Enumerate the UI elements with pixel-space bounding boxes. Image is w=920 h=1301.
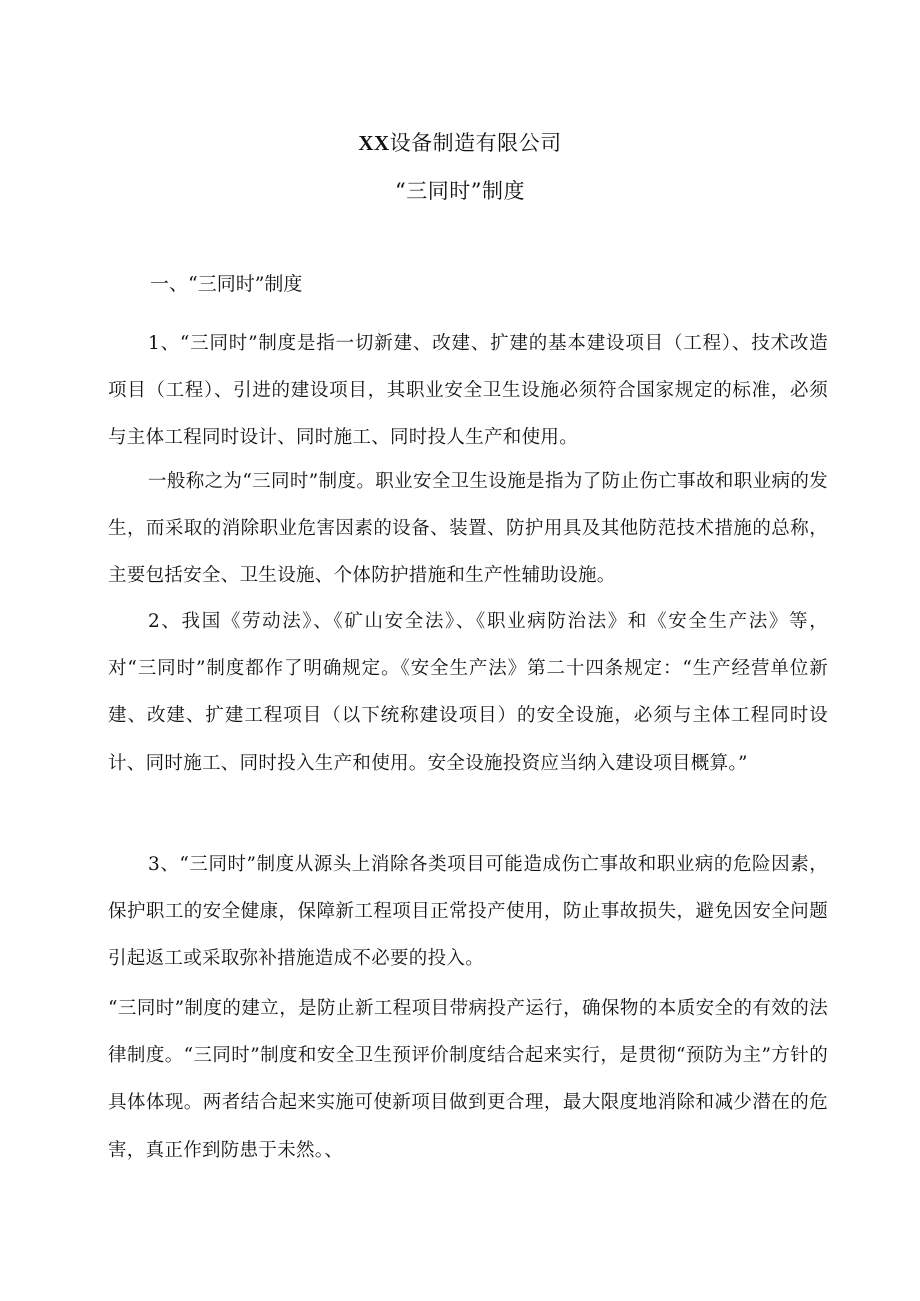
paragraph-5: “三同时”制度的建立，是防止新工程项目带病投产运行，确保物的本质安全的有效的法律制度。“三同时”制度和安全卫生预评价制度结合起来实行，是贯彻“预防为主”方针的具体体现。两者结合起来实施可使新项目做到更合理，最大限度地消除和减少潜在的危害，真正作到防患于未然。、 [108,998,828,1161]
paragraph-2: 一般称之为“三同时”制度。职业安全卫生设施是指为了防止伤亡事故和职业病的发生，而采取的消除职业危害因素的设备、装置、防护用具及其他防范技术措施的总称，主要包括安全、卫生设施、个体防护措施和生产性辅助设施。 [108,471,828,587]
title-company: 设备制造有限公司 [389,131,562,155]
document-subtitle: “三同时”制度 [395,179,525,203]
title-prefix: XX [358,131,390,155]
document-title [0,128,920,158]
paragraph-4: 3、“三同时”制度从源头上消除各类项目可能造成伤亡事故和职业病的危险因素，保护职工的安全健康，保障新工程项目正常投产使用，防止事故损失，避免因安全问题引起返工或采取弥补措施造成不必要的投入。 [108,854,828,970]
section-heading: 一、“三同时”制度 [150,273,303,295]
paragraph-1: 1、“三同时”制度是指一切新建、改建、扩建的基本建设项目（工程）、技术改造项目（工程）、引进的建设项目，其职业安全卫生设施必须符合国家规定的标准，必须与主体工程同时设计、同时施工、同时投人生产和使用。 [108,333,828,449]
paragraph-3: 2、我国《劳动法》、《矿山安全法》、《职业病防治法》和《安全生产法》等，对“三同时”制度都作了明确规定。《安全生产法》第二十四条规定：“生产经营单位新建、改建、扩建工程项目（以下统称建设项目）的安全设施，必须与主体工程同时设计、同时施工、同时投入生产和使用。安全设施投资应当纳入建设项目概算。” [108,611,828,774]
